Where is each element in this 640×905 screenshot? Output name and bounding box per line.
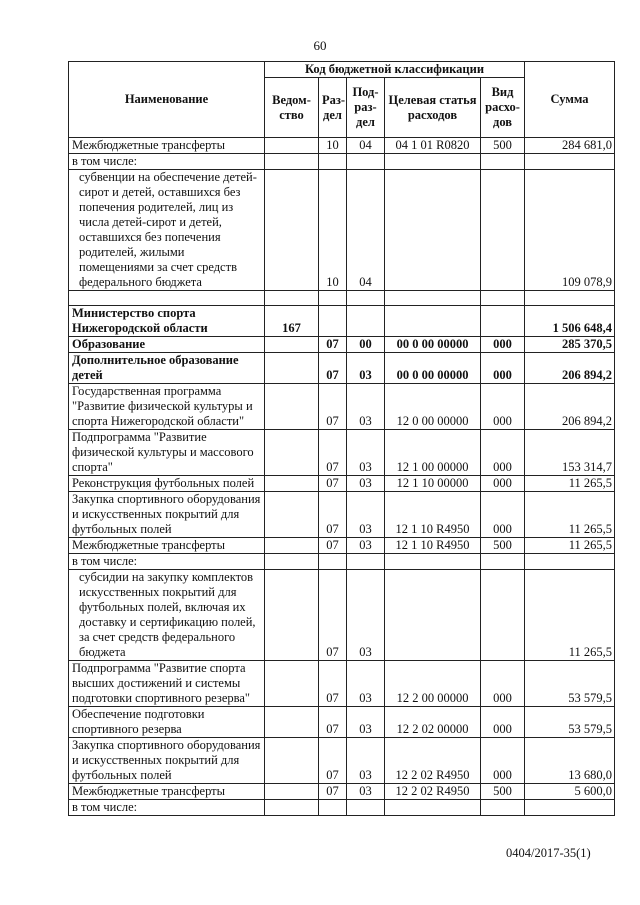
table-row: [69, 291, 615, 306]
row-dept: [265, 138, 319, 154]
row-target: 12 0 00 00000: [385, 384, 481, 430]
row-sum: 11 265,5: [525, 476, 615, 492]
row-dept: [265, 353, 319, 384]
row-type: 500: [481, 784, 525, 800]
row-sum: 153 314,7: [525, 430, 615, 476]
row-sum: 109 078,9: [525, 170, 615, 291]
row-name: Закупка спортивного оборудования и искусственных покрытий для футбольных полей: [69, 738, 265, 784]
row-type: [481, 306, 525, 337]
row-sum: 11 265,5: [525, 492, 615, 538]
row-type: 500: [481, 538, 525, 554]
row-section: 07: [319, 430, 347, 476]
row-name: Подпрограмма "Развитие физической культуры и массового спорта": [69, 430, 265, 476]
row-target: 00 0 00 00000: [385, 353, 481, 384]
row-name: субсидии на закупку комплектов искусственных покрытий для футбольных полей, включая их доставку и сертификацию полей, за счет средств федерального бюджета: [69, 570, 265, 661]
row-name: Межбюджетные трансферты: [69, 138, 265, 154]
table-row: [69, 337, 615, 353]
row-section: [319, 154, 347, 170]
row-dept: [265, 661, 319, 707]
row-dept: [265, 800, 319, 816]
row-section: 10: [319, 170, 347, 291]
row-section: [319, 554, 347, 570]
table-row: [69, 138, 615, 154]
row-type: 000: [481, 430, 525, 476]
table-row: [69, 661, 615, 707]
header-section: Раз-дел: [319, 78, 347, 138]
header-sum: Сумма: [525, 62, 615, 138]
header-target: Целевая статья расходов: [385, 78, 481, 138]
row-section: 10: [319, 138, 347, 154]
row-subsection: 03: [347, 384, 385, 430]
row-sum: 206 894,2: [525, 384, 615, 430]
table-row: [69, 800, 615, 816]
row-name: Подпрограмма "Развитие спорта высших достижений и системы подготовки спортивного резерва": [69, 661, 265, 707]
row-section: 07: [319, 384, 347, 430]
row-type: 000: [481, 707, 525, 738]
row-type: 000: [481, 337, 525, 353]
row-target: [385, 291, 481, 306]
row-sum: 13 680,0: [525, 738, 615, 784]
row-name: в том числе:: [69, 154, 265, 170]
row-sum: 53 579,5: [525, 661, 615, 707]
row-subsection: 03: [347, 784, 385, 800]
row-name: Межбюджетные трансферты: [69, 538, 265, 554]
row-sum: [525, 554, 615, 570]
row-subsection: 03: [347, 492, 385, 538]
row-sum: 11 265,5: [525, 538, 615, 554]
table-row: [69, 306, 615, 337]
row-subsection: 04: [347, 170, 385, 291]
row-sum: [525, 154, 615, 170]
row-type: 500: [481, 138, 525, 154]
row-section: 07: [319, 784, 347, 800]
row-type: [481, 800, 525, 816]
row-dept: 167: [265, 306, 319, 337]
row-sum: 53 579,5: [525, 707, 615, 738]
row-name: [69, 291, 265, 306]
table-row: [69, 430, 615, 476]
row-section: 07: [319, 570, 347, 661]
table-row: [69, 570, 615, 661]
row-name: Реконструкция футбольных полей: [69, 476, 265, 492]
row-name: Дополнительное образование детей: [69, 353, 265, 384]
row-type: 000: [481, 492, 525, 538]
row-type: [481, 291, 525, 306]
row-subsection: 03: [347, 430, 385, 476]
row-type: [481, 554, 525, 570]
table-header: [69, 62, 615, 138]
row-dept: [265, 738, 319, 784]
row-subsection: 03: [347, 476, 385, 492]
row-target: 12 2 02 R4950: [385, 738, 481, 784]
row-dept: [265, 384, 319, 430]
row-subsection: [347, 291, 385, 306]
row-target: 00 0 00 00000: [385, 337, 481, 353]
row-target: 12 1 10 R4950: [385, 492, 481, 538]
table-row: [69, 707, 615, 738]
row-section: 07: [319, 707, 347, 738]
table-row: [69, 554, 615, 570]
row-subsection: 03: [347, 353, 385, 384]
row-subsection: [347, 554, 385, 570]
row-section: 07: [319, 476, 347, 492]
row-target: [385, 554, 481, 570]
row-section: [319, 291, 347, 306]
row-sum: [525, 800, 615, 816]
row-dept: [265, 154, 319, 170]
row-name: субвенции на обеспечение детей-сирот и детей, оставшихся без попечения родителей, лиц из числа детей-сирот и детей, оставшихся без попечения родителей, жилыми помещениями за счет средств федерального бюджета: [69, 170, 265, 291]
row-target: 12 2 00 00000: [385, 661, 481, 707]
header-subsection: Под-раз-дел: [347, 78, 385, 138]
row-dept: [265, 492, 319, 538]
table-row: [69, 353, 615, 384]
row-sum: 11 265,5: [525, 570, 615, 661]
row-target: 12 1 10 R4950: [385, 538, 481, 554]
row-type: 000: [481, 353, 525, 384]
table-row: [69, 170, 615, 291]
header-dept: Ведом-ство: [265, 78, 319, 138]
row-sum: 206 894,2: [525, 353, 615, 384]
table-row: [69, 154, 615, 170]
row-dept: [265, 170, 319, 291]
row-name: Закупка спортивного оборудования и искусственных покрытий для футбольных полей: [69, 492, 265, 538]
row-dept: [265, 337, 319, 353]
row-target: 04 1 01 R0820: [385, 138, 481, 154]
row-target: 12 2 02 R4950: [385, 784, 481, 800]
row-type: 000: [481, 738, 525, 784]
table-row: [69, 784, 615, 800]
row-section: [319, 306, 347, 337]
row-subsection: 03: [347, 738, 385, 784]
row-section: [319, 800, 347, 816]
document-code: 0404/2017-35(1): [506, 846, 591, 860]
row-subsection: 03: [347, 570, 385, 661]
row-dept: [265, 476, 319, 492]
row-target: [385, 154, 481, 170]
header-type: Вид расхо-дов: [481, 78, 525, 138]
row-target: 12 1 10 00000: [385, 476, 481, 492]
table-row: [69, 738, 615, 784]
row-section: 07: [319, 738, 347, 784]
row-name: Министерство спорта Нижегородской области: [69, 306, 265, 337]
table-body: [69, 138, 615, 816]
row-subsection: 03: [347, 538, 385, 554]
row-section: 07: [319, 661, 347, 707]
row-type: [481, 570, 525, 661]
row-dept: [265, 570, 319, 661]
header-name: Наименование: [69, 62, 265, 138]
row-type: 000: [481, 476, 525, 492]
row-section: 07: [319, 353, 347, 384]
row-name: Обеспечение подготовки спортивного резерва: [69, 707, 265, 738]
row-target: 12 1 00 00000: [385, 430, 481, 476]
row-subsection: 00: [347, 337, 385, 353]
table-row: [69, 384, 615, 430]
row-subsection: [347, 154, 385, 170]
row-dept: [265, 554, 319, 570]
header-code-group: Код бюджетной классификации: [265, 62, 525, 78]
budget-table: [68, 61, 615, 816]
row-subsection: 04: [347, 138, 385, 154]
row-section: 07: [319, 492, 347, 538]
row-section: 07: [319, 538, 347, 554]
row-subsection: [347, 800, 385, 816]
row-name: Межбюджетные трансферты: [69, 784, 265, 800]
row-subsection: 03: [347, 707, 385, 738]
row-sum: 5 600,0: [525, 784, 615, 800]
row-name: Государственная программа "Развитие физической культуры и спорта Нижегородской области": [69, 384, 265, 430]
row-dept: [265, 430, 319, 476]
row-target: [385, 170, 481, 291]
row-target: [385, 570, 481, 661]
row-dept: [265, 784, 319, 800]
row-name: в том числе:: [69, 554, 265, 570]
row-type: [481, 170, 525, 291]
row-target: [385, 800, 481, 816]
row-section: 07: [319, 337, 347, 353]
row-sum: [525, 291, 615, 306]
row-dept: [265, 291, 319, 306]
row-name: Образование: [69, 337, 265, 353]
row-target: [385, 306, 481, 337]
page-number: 60: [313, 38, 327, 53]
row-sum: 1 506 648,4: [525, 306, 615, 337]
row-target: 12 2 02 00000: [385, 707, 481, 738]
table-row: [69, 538, 615, 554]
row-dept: [265, 538, 319, 554]
row-type: 000: [481, 384, 525, 430]
row-subsection: [347, 306, 385, 337]
row-subsection: 03: [347, 661, 385, 707]
row-dept: [265, 707, 319, 738]
table-row: [69, 476, 615, 492]
row-sum: 285 370,5: [525, 337, 615, 353]
row-sum: 284 681,0: [525, 138, 615, 154]
row-name: в том числе:: [69, 800, 265, 816]
row-type: [481, 154, 525, 170]
table-row: [69, 492, 615, 538]
row-type: 000: [481, 661, 525, 707]
